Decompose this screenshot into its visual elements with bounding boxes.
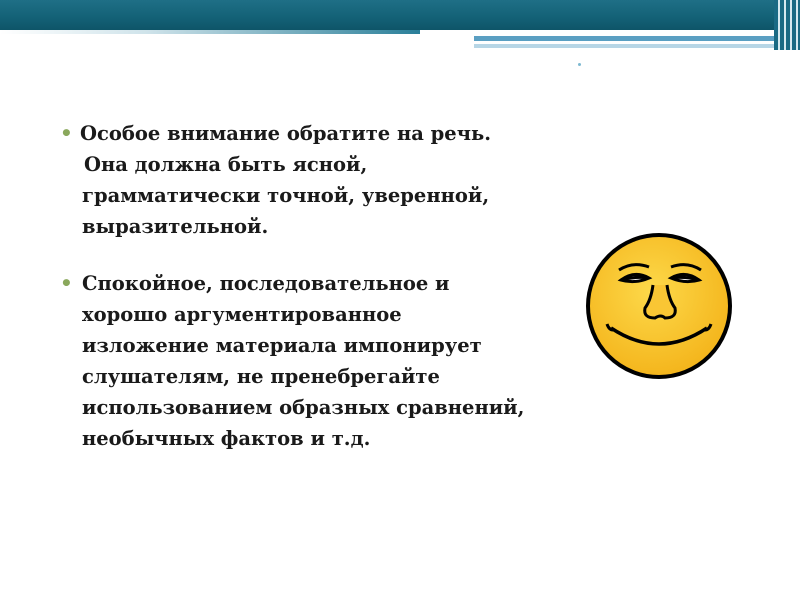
accent-bar — [0, 30, 420, 34]
bullet-dot-icon: • — [60, 271, 73, 295]
bullet-line: необычных фактов и т.д. — [82, 427, 371, 450]
bullet-line: выразительной. — [82, 215, 269, 238]
bullet-lead: Особое внимание обратите на речь. — [80, 122, 492, 145]
header-band — [0, 0, 800, 30]
corner-stripes — [774, 0, 800, 50]
bullet-item — [60, 268, 600, 454]
bullet-line: использованием образных сравнений, — [82, 396, 525, 419]
slide-body — [60, 118, 600, 454]
spacer — [60, 242, 600, 268]
bullet-line: изложение материала импонирует — [82, 334, 482, 357]
smiley-face-icon — [583, 230, 735, 382]
bullet-line: Спокойное, последовательное и — [82, 272, 450, 295]
accent-bar — [474, 44, 800, 48]
bullet-line: Она должна быть ясной, — [84, 153, 368, 176]
decorative-dot — [578, 63, 581, 66]
accent-bar — [474, 36, 800, 41]
bullet-line: слушателям, не пренебрегайте — [82, 365, 440, 388]
bullet-line: хорошо аргументированное — [82, 303, 402, 326]
bullet-line: грамматически точной, уверенной, — [82, 184, 490, 207]
bullet-dot-icon: • — [60, 121, 73, 145]
bullet-item — [60, 118, 600, 242]
